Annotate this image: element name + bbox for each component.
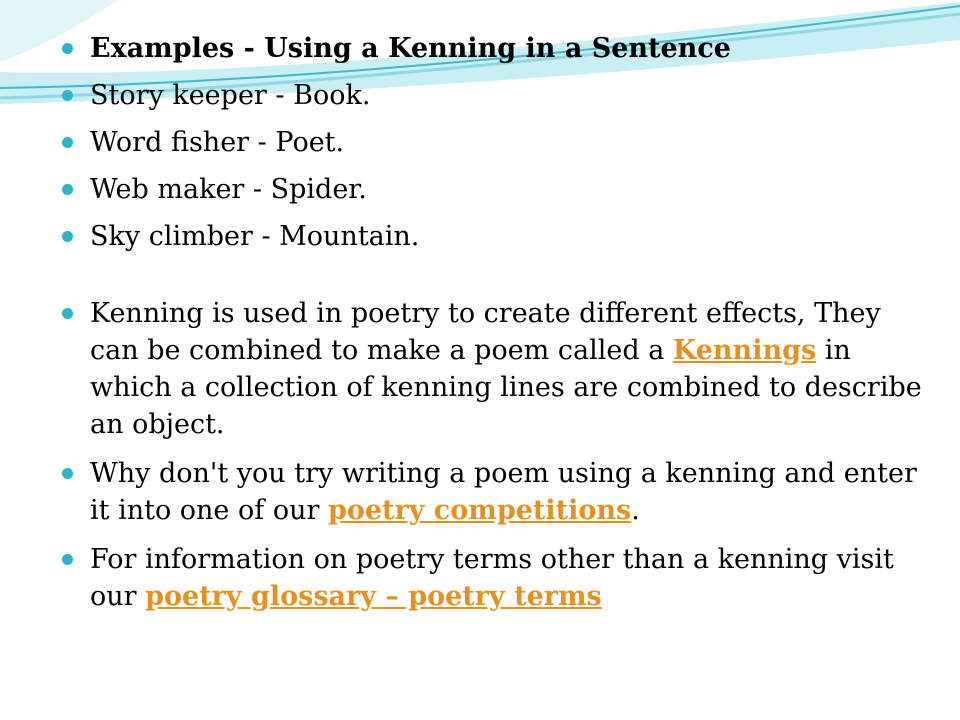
example-text: Word fisher - Poet. <box>90 127 345 158</box>
bullet-dot-icon <box>62 231 73 242</box>
example-text: Sky climber - Mountain. <box>90 221 420 252</box>
poetry-competitions-link[interactable]: poetry competitions <box>327 495 632 526</box>
example-text: Story keeper - Book. <box>90 80 371 111</box>
bullet-paragraph-glossary <box>62 541 922 615</box>
bullet-dot-icon <box>62 554 73 565</box>
bullet-paragraph-kenning <box>62 295 922 443</box>
poetry-glossary-link[interactable]: poetry glossary – poetry terms <box>145 581 602 612</box>
bullet-heading <box>62 30 922 67</box>
bullet-paragraph-competitions <box>62 455 922 529</box>
heading-text: Examples - Using a Kenning in a Sentence <box>90 33 731 64</box>
bullet-list <box>62 30 922 615</box>
bullet-dot-icon <box>62 90 73 101</box>
bullet-example-2 <box>62 124 922 161</box>
bullet-dot-icon <box>62 308 73 319</box>
paragraph-text: Kenning is used in poetry to create different effects, They can be combined to make a poem called a <box>90 298 881 366</box>
bullet-dot-icon <box>62 468 73 479</box>
bullet-dot-icon <box>62 43 73 54</box>
bullet-dot-icon <box>62 184 73 195</box>
paragraph-text: . <box>631 495 640 526</box>
bullet-example-3 <box>62 171 922 208</box>
bullet-dot-icon <box>62 137 73 148</box>
bullet-example-4 <box>62 218 922 255</box>
paragraph-text: Why don't you try writing a poem using a kenning and enter it into one of our <box>90 458 917 526</box>
paragraph-text: in which a collection of kenning lines are combined to describe an object. <box>90 335 922 440</box>
kennings-link[interactable]: Kennings <box>672 335 817 366</box>
example-text: Web maker - Spider. <box>90 174 367 205</box>
paragraph-text: For information on poetry terms other than a kenning visit our <box>90 544 894 612</box>
bullet-example-1 <box>62 77 922 114</box>
